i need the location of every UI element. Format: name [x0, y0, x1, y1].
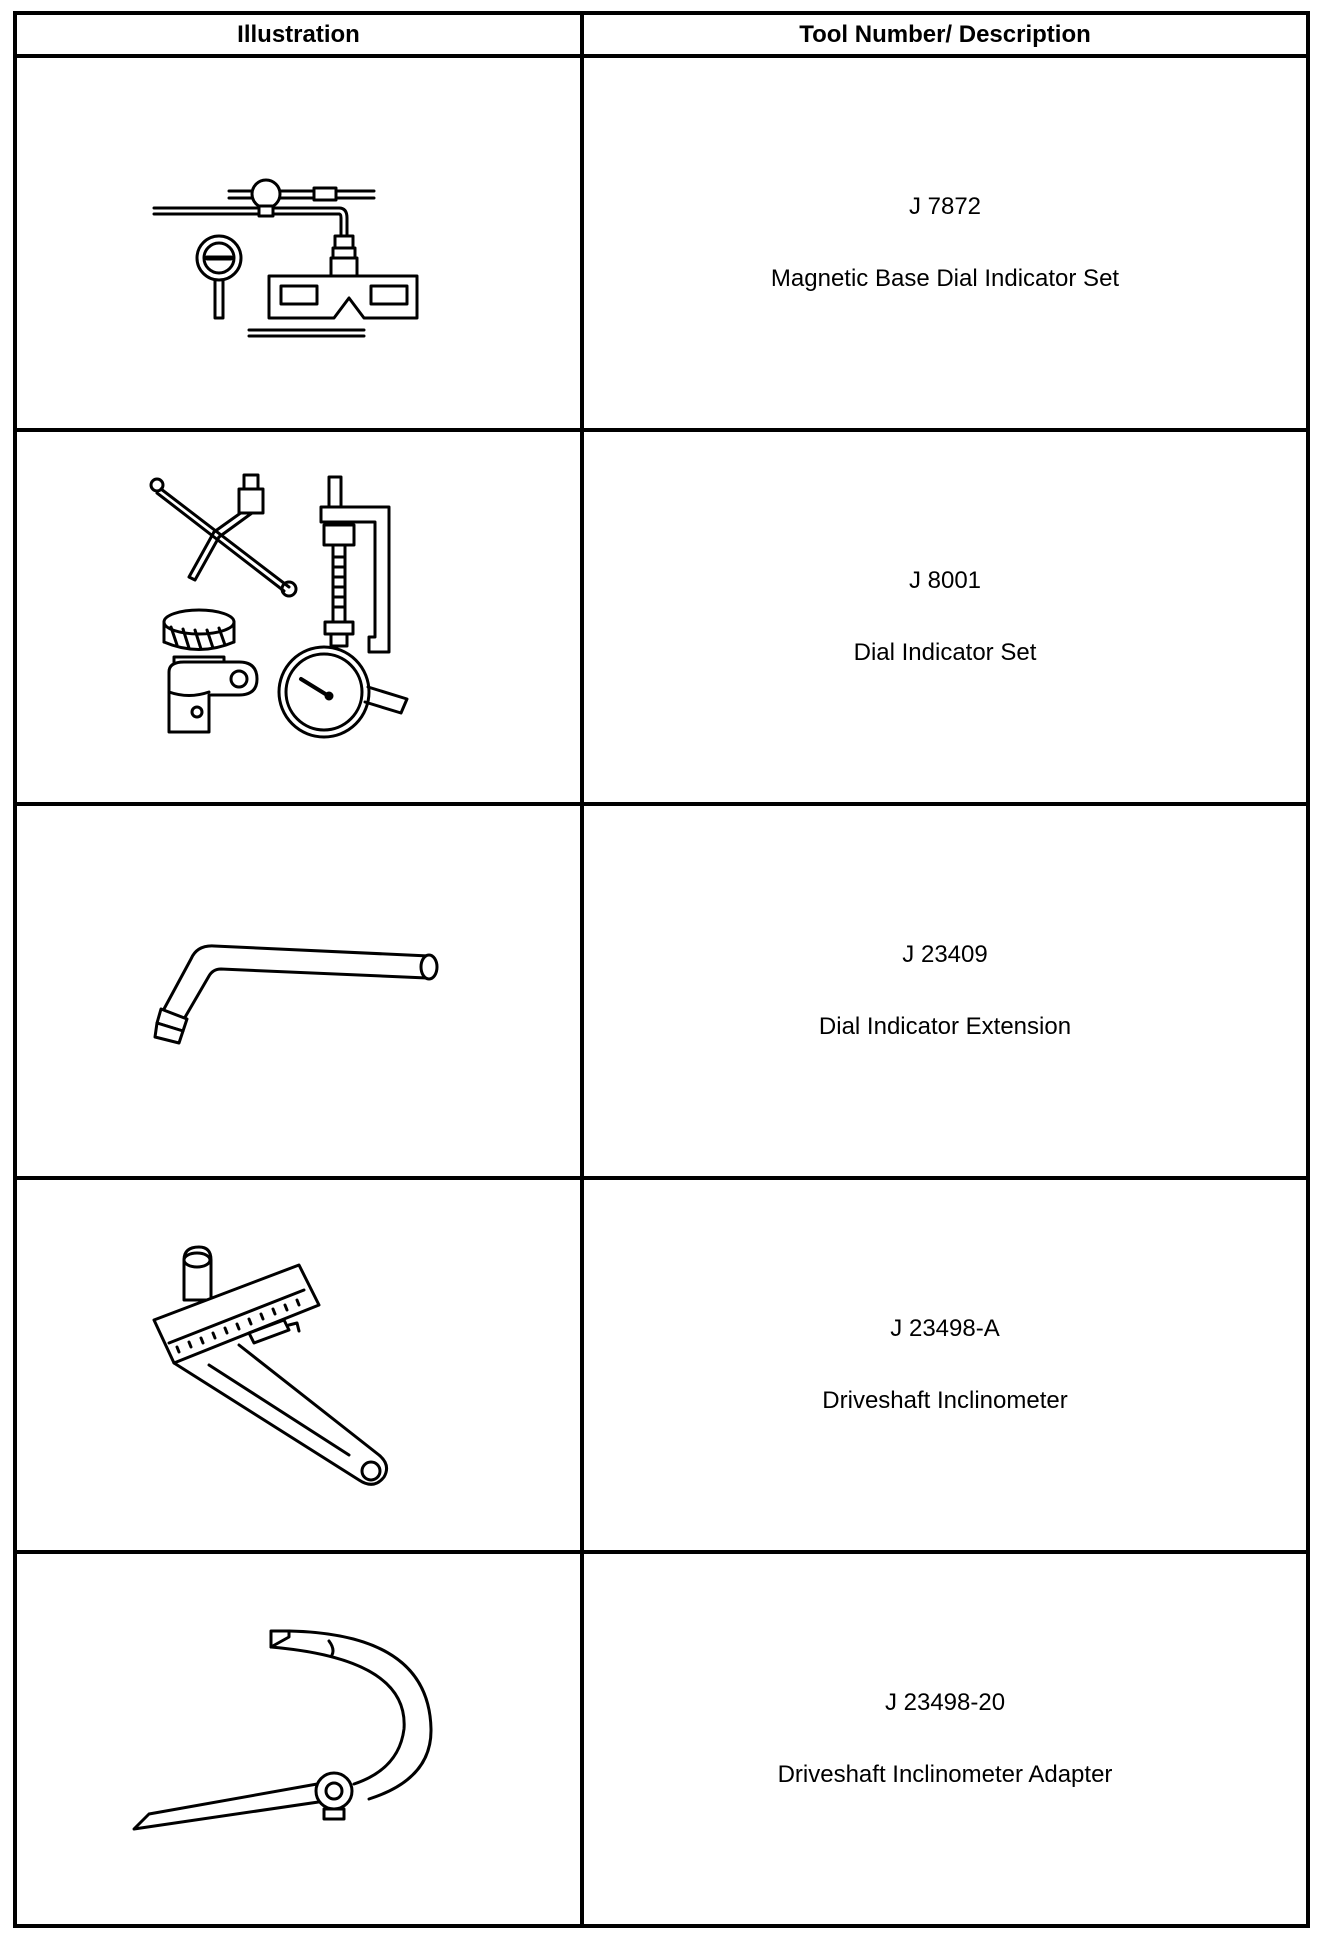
tool-description: Driveshaft Inclinometer: [822, 1387, 1068, 1414]
driveshaft-inclinometer-adapter-icon: [129, 1619, 469, 1859]
tool-number: J 23498-20: [884, 1689, 1006, 1716]
table-row: [15, 56, 1308, 430]
tool-description: Dial Indicator Set: [853, 639, 1037, 666]
illustration-cell: [15, 430, 582, 804]
description-cell: [582, 1552, 1308, 1926]
tool-description: Driveshaft Inclinometer Adapter: [777, 1761, 1113, 1788]
table-row: [15, 1552, 1308, 1926]
table-row: [15, 430, 1308, 804]
driveshaft-inclinometer-icon: [149, 1225, 449, 1505]
illustration-cell: [15, 1552, 582, 1926]
dial-indicator-extension-icon: [149, 931, 449, 1051]
description-cell: [582, 430, 1308, 804]
tool-number: J 23409: [902, 941, 988, 968]
description-cell: [582, 804, 1308, 1178]
tool-number: J 7872: [908, 193, 982, 220]
tool-description: Dial Indicator Extension: [818, 1013, 1072, 1040]
magnetic-base-dial-indicator-set-icon: [149, 148, 449, 338]
illustration-cell: [15, 56, 582, 430]
special-tools-table: [13, 11, 1310, 1928]
header-illustration: Illustration: [15, 13, 582, 56]
illustration-cell: [15, 1178, 582, 1552]
tool-number: J 23498-A: [890, 1315, 1000, 1342]
header-tool-description: Tool Number/ Description: [582, 13, 1308, 56]
tool-description: Magnetic Base Dial Indicator Set: [770, 265, 1120, 292]
description-cell: [582, 1178, 1308, 1552]
dial-indicator-set-icon: [139, 467, 459, 767]
illustration-cell: [15, 804, 582, 1178]
table-row: [15, 1178, 1308, 1552]
tool-number: J 8001: [908, 567, 982, 594]
table-header-row: [15, 13, 1308, 56]
description-cell: [582, 56, 1308, 430]
table-row: [15, 804, 1308, 1178]
